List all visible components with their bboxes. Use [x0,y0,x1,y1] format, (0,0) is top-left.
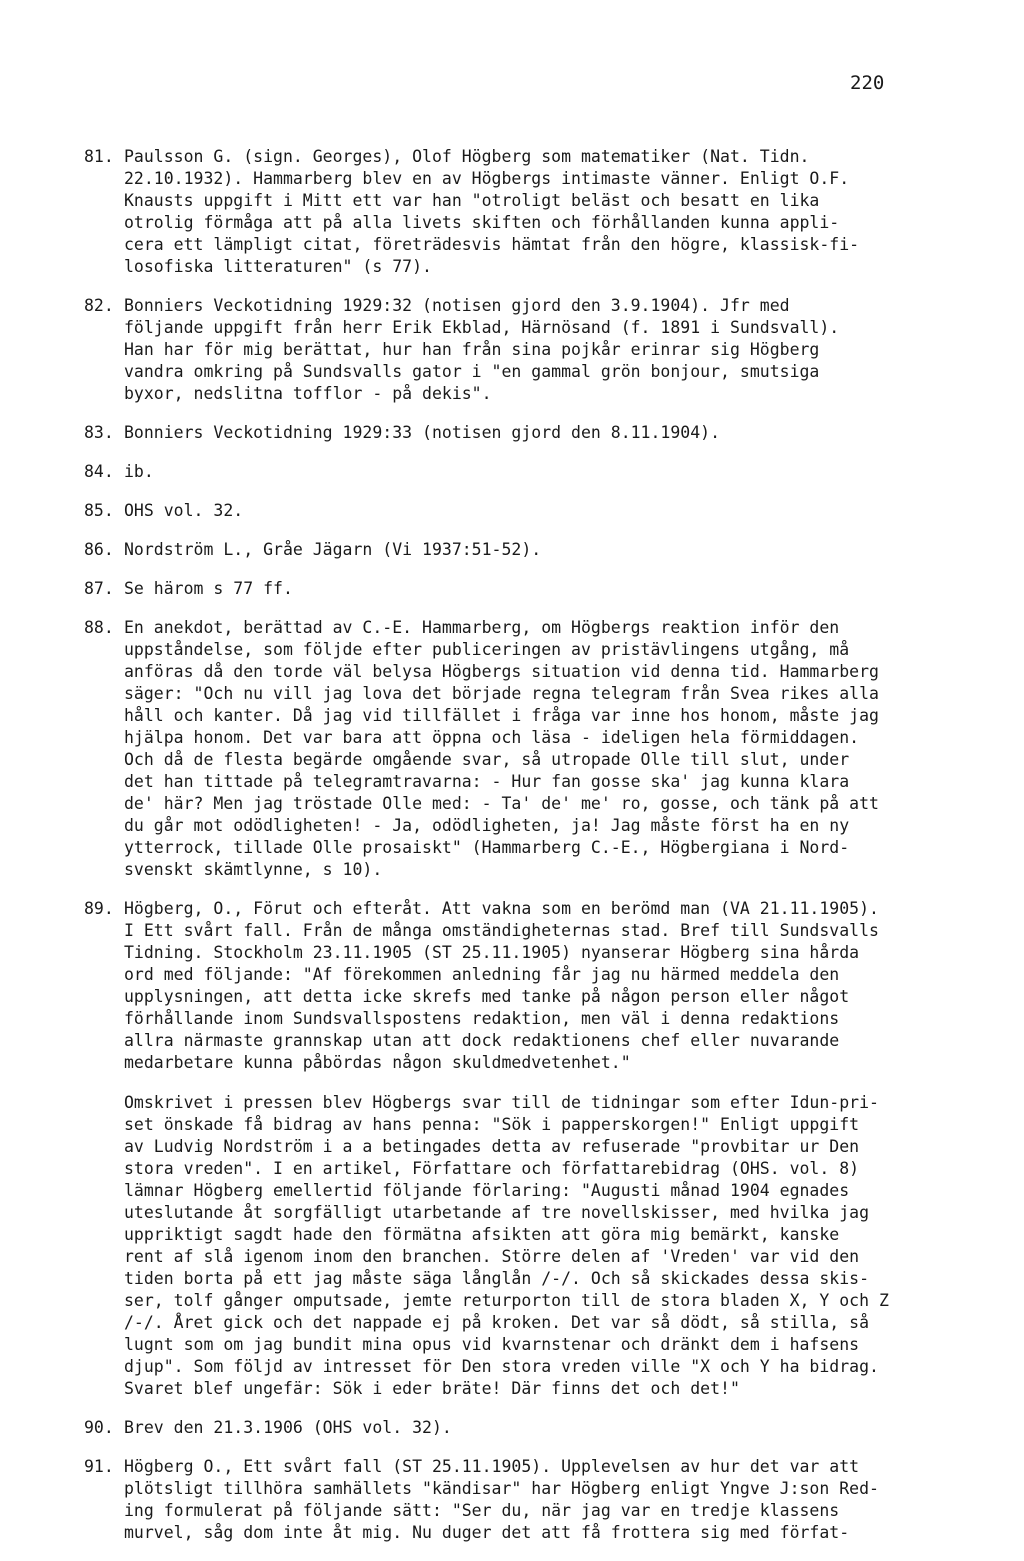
text-line: cera ett lämpligt citat, företrädesvis hämtat från den högre, klassisk-fi- [124,235,860,254]
footnote-text [124,422,964,444]
text-line: I Ett svårt fall. Från de många omständigheternas stad. Bref till Sundsvalls [124,921,879,940]
text-line: lugnt som om jag bundit mina opus vid kvarnstenar och dränkt dem i hafsens [124,1335,860,1354]
text-line: ser, tolf gånger omputsade, jemte returporton till de stora bladen X, Y och Z [124,1291,889,1310]
footnote [84,295,964,405]
text-line: Nordström L., Gråe Jägarn (Vi 1937:51-52). [124,540,542,559]
text-line: Omskrivet i pressen blev Högbergs svar till de tidningar som efter Idun-pri- [124,1093,879,1112]
footnote-number: 81. [84,147,114,166]
text-line: tiden borta på ett jag måste säga långlån /-/. Och så skickades dessa skis- [124,1269,870,1288]
text-line: Bonniers Veckotidning 1929:32 (notisen gjord den 3.9.1904). Jfr med [124,296,790,315]
footnote-number: 87. [84,579,114,598]
text-line: uteslutande åt sorgfälligt utarbetande af tre novellskisser, med hvilka jag [124,1203,870,1222]
text-line: vandra omkring på Sundsvalls gator i "en gammal grön bonjour, smutsiga [124,362,820,381]
text-line: du går mot odödligheten! - Ja, odödligheten, ja! Jag måste först ha en ny [124,816,850,835]
text-line: /-/. Året gick och det nappade ej på kroken. Det var så dödt, så stilla, så [124,1313,870,1332]
text-line: Han har för mig berättat, hur han från sina pojkår erinrar sig Högberg [124,340,820,359]
text-line: medarbetare kunna påbördas någon skuldmedvetenhet." [124,1053,631,1072]
footnote-number: 84. [84,462,114,481]
text-line: anföras då den torde väl belysa Högbergs situation vid denna tid. Hammarberg [124,662,879,681]
text-line: Bonniers Veckotidning 1929:33 (notisen gjord den 8.11.1904). [124,423,721,442]
text-line: djup". Som följd av intresset för Den stora vreden ville "X och Y ha bidrag. [124,1357,879,1376]
text-line: 22.10.1932). Hammarberg blev en av Högbergs intimaste vänner. Enligt O.F. [124,169,850,188]
footnote [84,422,964,444]
text-line: stora vreden". I en artikel, Författare och författarebidrag (OHS. vol. 8) [124,1159,860,1178]
footnote-text [124,898,964,1400]
footnote-number: 82. [84,296,114,315]
text-line: Paulsson G. (sign. Georges), Olof Högberg som matematiker (Nat. Tidn. [124,147,810,166]
text-line: byxor, nedslitna tofflor - på dekis". [124,384,492,403]
text-line: uppriktigt sagdt hade den förmätna afsikten att göra mig bemärkt, kanske [124,1225,840,1244]
text-line: OHS vol. 32. [124,501,244,520]
text-line: svenskt skämtlynne, s 10). [124,860,383,879]
text-line: losofiska litteraturen" (s 77). [124,257,432,276]
footnote [84,146,964,278]
footnote-text [124,500,964,522]
text-line: Knausts uppgift i Mitt ett var han "otroligt beläst och besatt en lika [124,191,820,210]
text-line: hjälpa honom. Det var bara att öppna och läsa - ideligen hela förmiddagen. [124,728,860,747]
text-line: plötsligt tillhöra samhällets "kändisar" har Högberg enligt Yngve J:son Red- [124,1479,879,1498]
footnote-text [124,146,964,278]
text-line: av Ludvig Nordström i a a betingades detta av refuserade "provbitar ur Den [124,1137,860,1156]
footnote-number: 89. [84,899,114,918]
text-line: Svaret blef ungefär: Sök i eder bräte! Där finns det och det!" [124,1379,740,1398]
text-line: En anekdot, berättad av C.-E. Hammarberg, om Högbergs reaktion inför den [124,618,840,637]
text-line: Tidning. Stockholm 23.11.1905 (ST 25.11.1905) nyanserar Högberg sina hårda [124,943,860,962]
text-line: otrolig förmåga att på alla livets skiften och förhållanden kunna appli- [124,213,840,232]
footnote-text [124,1417,964,1439]
footnote-number: 90. [84,1418,114,1437]
text-line: det han tittade på telegramtravarna: - Hur fan gosse ska' jag kunna klara [124,772,850,791]
text-line: Högberg O., Ett svårt fall (ST 25.11.1905). Upplevelsen av hur det var att [124,1457,860,1476]
text-line: Se härom s 77 ff. [124,579,293,598]
footnote-number: 83. [84,423,114,442]
text-line: de' här? Men jag tröstade Olle med: - Ta' de' me' ro, gosse, och tänk på att [124,794,879,813]
text-line: set önskade få bidrag av hans penna: "Sök i papperskorgen!" Enligt uppgift [124,1115,860,1134]
text-line: håll och kanter. Då jag vid tillfället i fråga var inne hos honom, måste jag [124,706,879,725]
footnote-number: 85. [84,501,114,520]
footnote [84,461,964,483]
footnote-text [124,295,964,405]
footnote [84,1417,964,1439]
page-number: 220 [850,72,885,94]
text-line: uppståndelse, som följde efter publiceringen av pristävlingens utgång, må [124,640,850,659]
footnote [84,617,964,881]
text-line: lämnar Högberg emellertid följande förlaring: "Augusti månad 1904 egnades [124,1181,850,1200]
footnote [84,578,964,600]
text-line: ib. [124,462,154,481]
text-line: allra närmaste grannskap utan att dock redaktionens chef eller nuvarande [124,1031,840,1050]
footnote-number: 91. [84,1457,114,1476]
footnote [84,500,964,522]
text-line: Högberg, O., Förut och efteråt. Att vakna som en berömd man (VA 21.11.1905). [124,899,879,918]
text-line: förhållande inom Sundsvallspostens redaktion, men väl i denna redaktions [124,1009,840,1028]
text-line: ing formulerat på följande sätt: "Ser du, när jag var en tredje klassens [124,1501,840,1520]
footnote-text [124,617,964,881]
text-line: följande uppgift från herr Erik Ekblad, Härnösand (f. 1891 i Sundsvall). [124,318,840,337]
text-line: ord med följande: "Af förekommen anledning får jag nu härmed meddela den [124,965,840,984]
text-line: rent af slå igenom inom den branchen. Större delen af 'Vreden' var vid den [124,1247,860,1266]
text-line: säger: "Och nu vill jag lova det började regna telegram från Svea rikes alla [124,684,879,703]
footnotes [84,146,964,1561]
paragraph-gap [124,1074,964,1092]
footnote-text [124,578,964,600]
text-line: ytterrock, tillade Olle prosaiskt" (Hammarberg C.-E., Högbergiana i Nord- [124,838,850,857]
text-line: upplysningen, att detta icke skrefs med tanke på någon person eller något [124,987,850,1006]
footnote-text [124,539,964,561]
footnote-text [124,461,964,483]
footnote [84,539,964,561]
footnote-text [124,1456,964,1544]
footnote-number: 88. [84,618,114,637]
text-line: Brev den 21.3.1906 (OHS vol. 32). [124,1418,452,1437]
footnote [84,898,964,1400]
footnote-number: 86. [84,540,114,559]
text-line: Och då de flesta begärde omgående svar, så utropade Olle till slut, under [124,750,850,769]
text-line: murvel, såg dom inte åt mig. Nu duger det att få frottera sig med förfat- [124,1523,850,1542]
footnote [84,1456,964,1544]
